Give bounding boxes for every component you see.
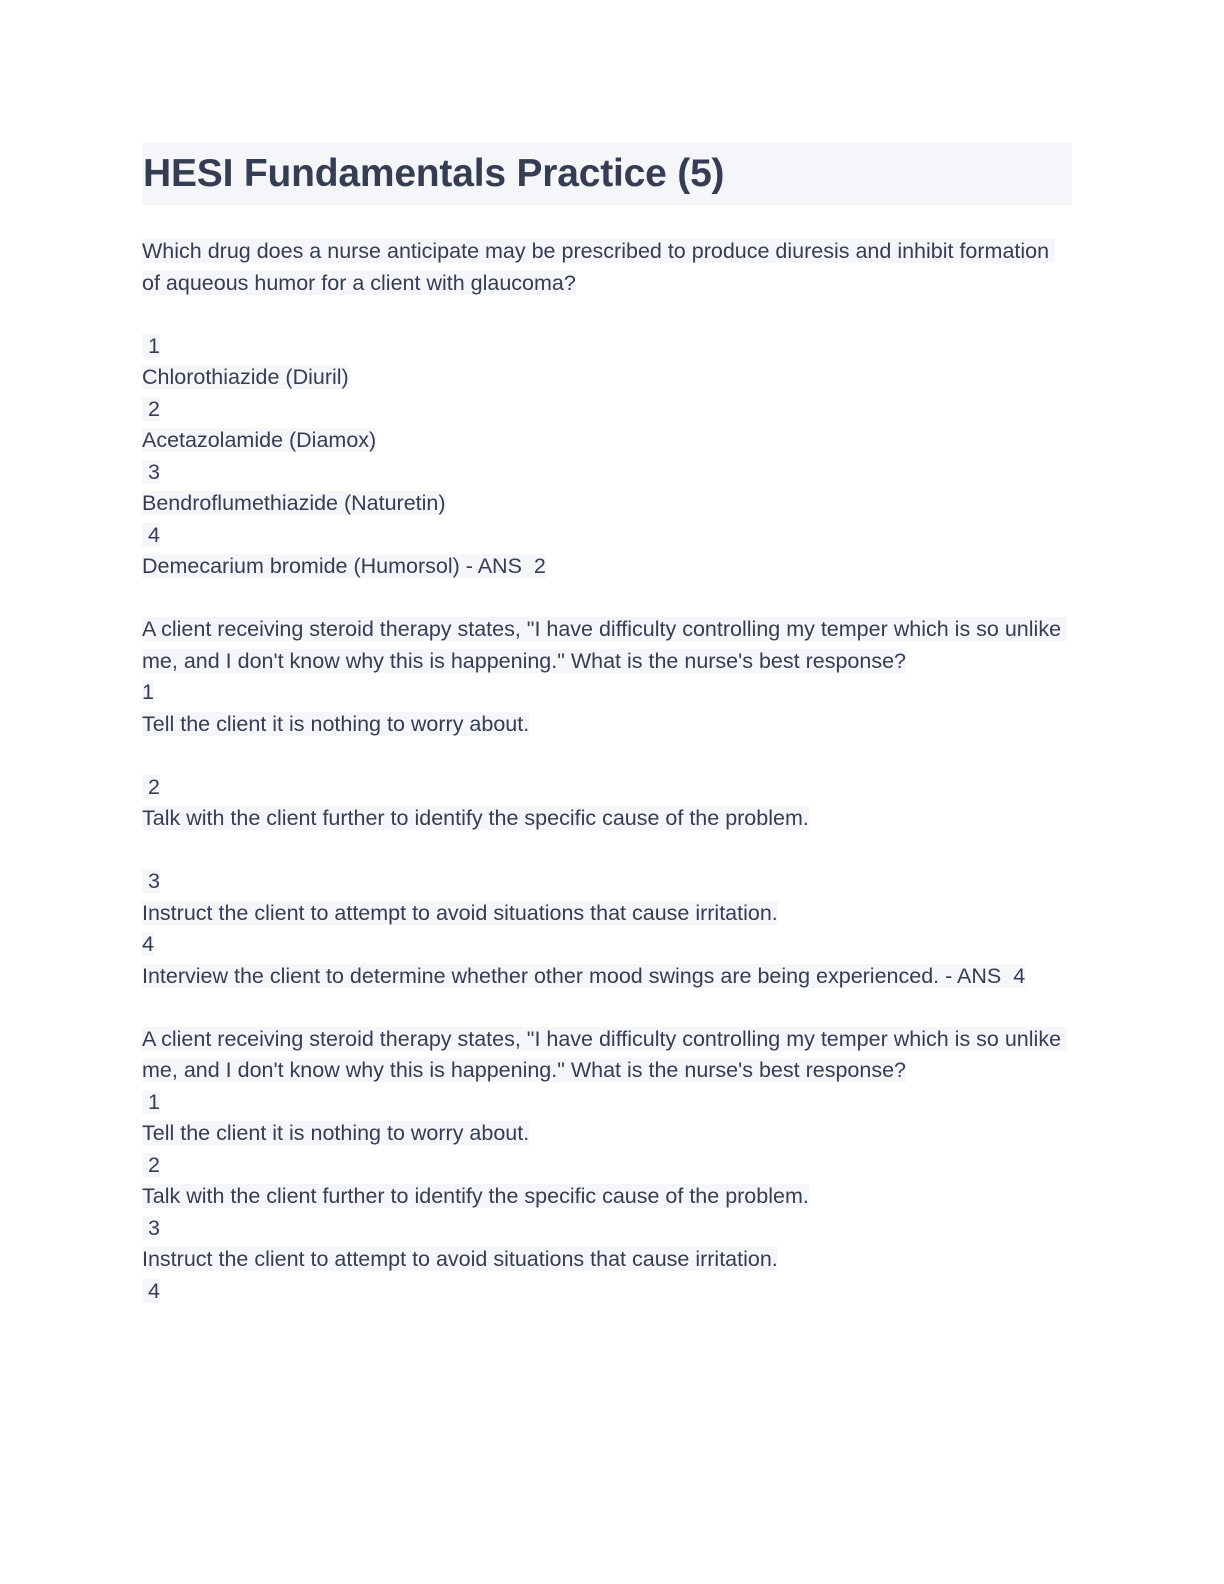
option-number (142, 1087, 1067, 1119)
question-options-gap (142, 299, 1067, 331)
option-number (142, 394, 1067, 426)
option-text-text: Instruct the client to attempt to avoid situations that cause irritation. (142, 900, 778, 925)
option-gap (142, 835, 1067, 867)
question-text-text: A client receiving steroid therapy states, "I have difficulty controlling my temper which is so unlike me, and I don't know why this is happening." What is the nurse's best response? (142, 617, 1068, 673)
option-number (142, 1276, 1067, 1308)
option-text-text: Tell the client it is nothing to worry about. (142, 711, 530, 736)
option-number-text: 1 (142, 680, 154, 704)
option-text-text: Interview the client to determine whether other mood swings are being experienced. - ANS 4 (142, 963, 1026, 988)
option-text-text: Talk with the client further to identify the specific cause of the problem. (142, 806, 809, 830)
option-text (142, 551, 1067, 583)
option-number (142, 1150, 1067, 1182)
option-text-text: Demecarium bromide (Humorsol) - ANS 2 (142, 554, 546, 578)
option-number (142, 772, 1067, 804)
question-text (142, 1024, 1067, 1087)
option-text-text: Talk with the client further to identify the specific cause of the problem. (142, 1184, 809, 1208)
page-title: HESI Fundamentals Practice (5) (142, 143, 1072, 205)
option-text (142, 488, 1067, 520)
option-number-text: 4 (142, 1278, 160, 1303)
page-title-container (142, 143, 1072, 205)
question-text (142, 614, 1067, 677)
option-number (142, 457, 1067, 489)
option-text (142, 362, 1067, 394)
option-text-text: Tell the client it is nothing to worry about. (142, 1121, 530, 1145)
option-gap (142, 740, 1067, 772)
option-number-text: 1 (142, 333, 160, 358)
option-number-text: 2 (142, 396, 160, 421)
option-text (142, 1118, 1067, 1150)
option-text (142, 1244, 1067, 1276)
option-text-text: Bendroflumethiazide (Naturetin) (142, 491, 446, 515)
option-number-text: 3 (142, 459, 160, 484)
option-number (142, 929, 1067, 961)
option-number (142, 1213, 1067, 1245)
option-number-text: 3 (142, 869, 160, 893)
option-number-text: 2 (142, 774, 160, 799)
option-text (142, 425, 1067, 457)
option-text (142, 898, 1067, 930)
question-text-text: Which drug does a nurse anticipate may be prescribed to produce diuresis and inhibit formation of aqueous humor for a client with glaucoma? (142, 239, 1056, 295)
option-number-text: 4 (142, 932, 154, 956)
block-separator (142, 992, 1067, 1024)
option-text-text: Acetazolamide (Diamox) (142, 428, 377, 452)
option-number-text: 2 (142, 1152, 160, 1177)
option-text (142, 1181, 1067, 1213)
option-text (142, 803, 1067, 835)
option-number-text: 3 (142, 1215, 160, 1240)
option-text (142, 709, 1067, 741)
question-text-text: A client receiving steroid therapy states, "I have difficulty controlling my temper which is so unlike me, and I don't know why this is happening." What is the nurse's best response? (142, 1026, 1068, 1082)
option-number-text: 4 (142, 522, 160, 547)
option-number-text: 1 (142, 1089, 160, 1114)
option-text-text: Chlorothiazide (Diuril) (142, 365, 349, 389)
block-separator (142, 583, 1067, 615)
option-text-text: Instruct the client to attempt to avoid situations that cause irritation. (142, 1247, 778, 1271)
option-number (142, 331, 1067, 363)
question-text (142, 236, 1067, 299)
option-text (142, 961, 1067, 993)
option-number (142, 866, 1067, 898)
option-number (142, 520, 1067, 552)
option-number (142, 677, 1067, 709)
document-body (142, 236, 1067, 1307)
